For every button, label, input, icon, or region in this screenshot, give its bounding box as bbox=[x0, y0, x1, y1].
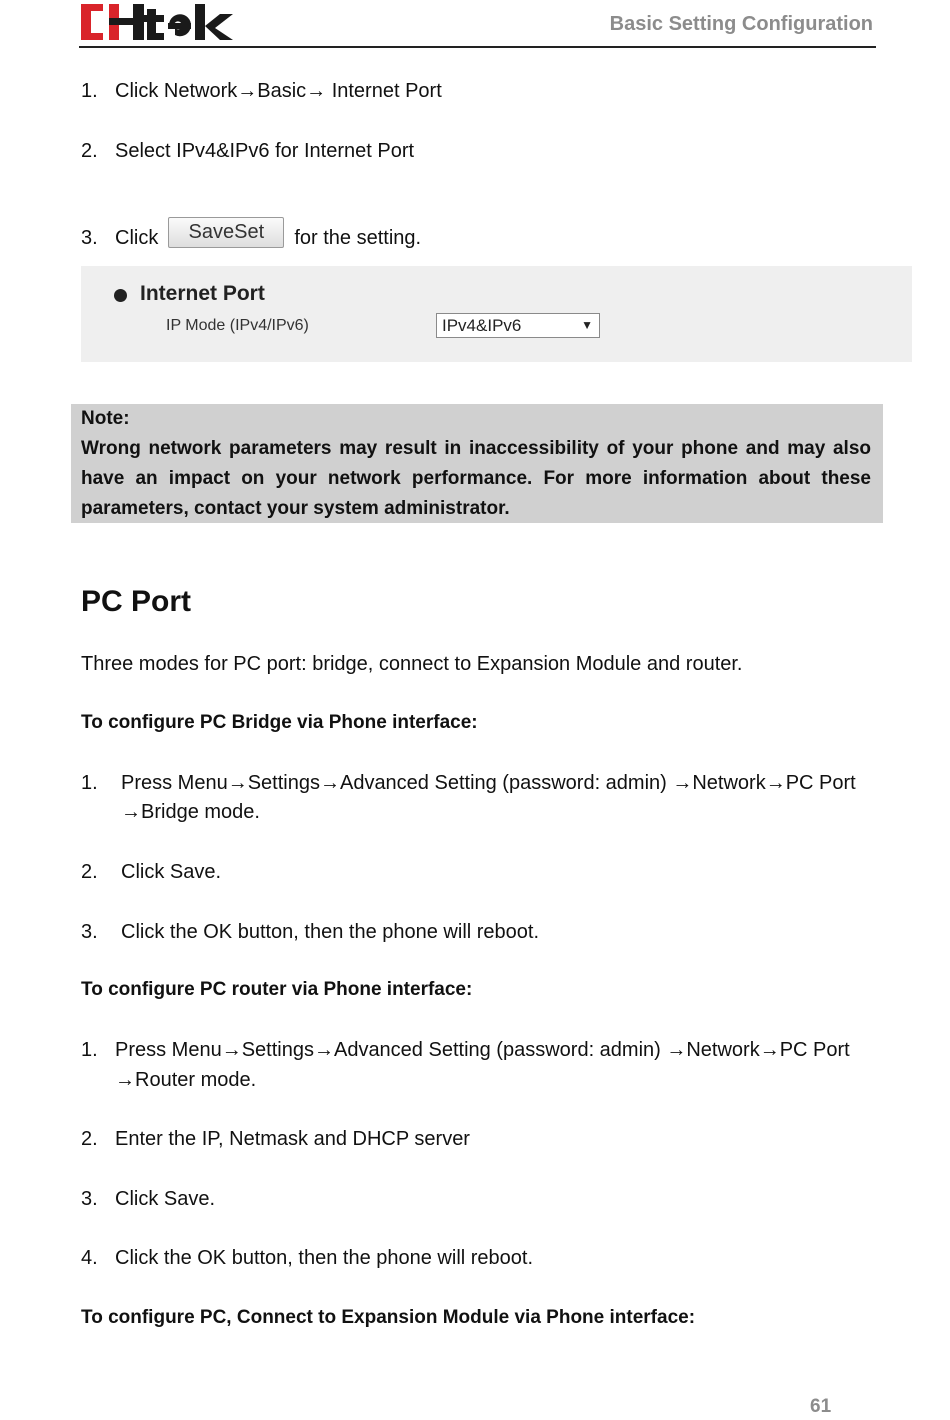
list-item-continuation: →Bridge mode. bbox=[121, 801, 260, 823]
list-item: 3. Click the OK button, then the phone will reboot. bbox=[81, 921, 540, 943]
list-item: 2. Click Save. bbox=[81, 861, 222, 883]
chevron-down-icon: ▼ bbox=[581, 318, 593, 332]
list-item: 4. Click the OK button, then the phone will reboot. bbox=[81, 1247, 534, 1269]
saveset-button[interactable]: SaveSet bbox=[168, 217, 284, 248]
header-rule bbox=[79, 46, 876, 48]
note-label: Note: bbox=[81, 408, 130, 429]
list-item: 3. Click Save. bbox=[81, 1188, 216, 1210]
list-item: 1. Press Menu→Settings→Advanced Setting (password: admin) →Network→PC Port bbox=[81, 772, 856, 794]
bullet-icon bbox=[114, 289, 127, 302]
list-item-continuation: →Router mode. bbox=[115, 1069, 257, 1091]
panel-title: Internet Port bbox=[140, 282, 265, 305]
step-item: 1. Click Network→Basic→ Internet Port bbox=[81, 80, 442, 102]
list-item: 2. Enter the IP, Netmask and DHCP server bbox=[81, 1128, 470, 1150]
page-number: 61 bbox=[810, 1396, 832, 1417]
header-title: Basic Setting Configuration bbox=[609, 13, 873, 35]
expansion-heading: To configure PC, Connect to Expansion Module via Phone interface: bbox=[81, 1307, 696, 1328]
note-text: Wrong network parameters may result in inaccessibility of your phone and may also have an impact on your network performance. For more information about these parameters, contact your system administrator. bbox=[81, 438, 871, 519]
htek-logo bbox=[81, 3, 253, 41]
section-title: PC Port bbox=[81, 585, 192, 618]
section-intro: Three modes for PC port: bridge, connect to Expansion Module and router. bbox=[81, 653, 743, 675]
router-heading: To configure PC router via Phone interface: bbox=[81, 979, 473, 1000]
step-item: 3. Click SaveSet for the setting. bbox=[81, 223, 421, 254]
ip-mode-select[interactable]: IPv4&IPv6 ▼ bbox=[436, 313, 600, 338]
ip-mode-label: IP Mode (IPv4/IPv6) bbox=[166, 317, 309, 334]
bridge-heading: To configure PC Bridge via Phone interface: bbox=[81, 712, 478, 733]
step-item: 2. Select IPv4&IPv6 for Internet Port bbox=[81, 140, 415, 162]
list-item: 1. Press Menu→Settings→Advanced Setting (password: admin) →Network→PC Port bbox=[81, 1039, 850, 1061]
